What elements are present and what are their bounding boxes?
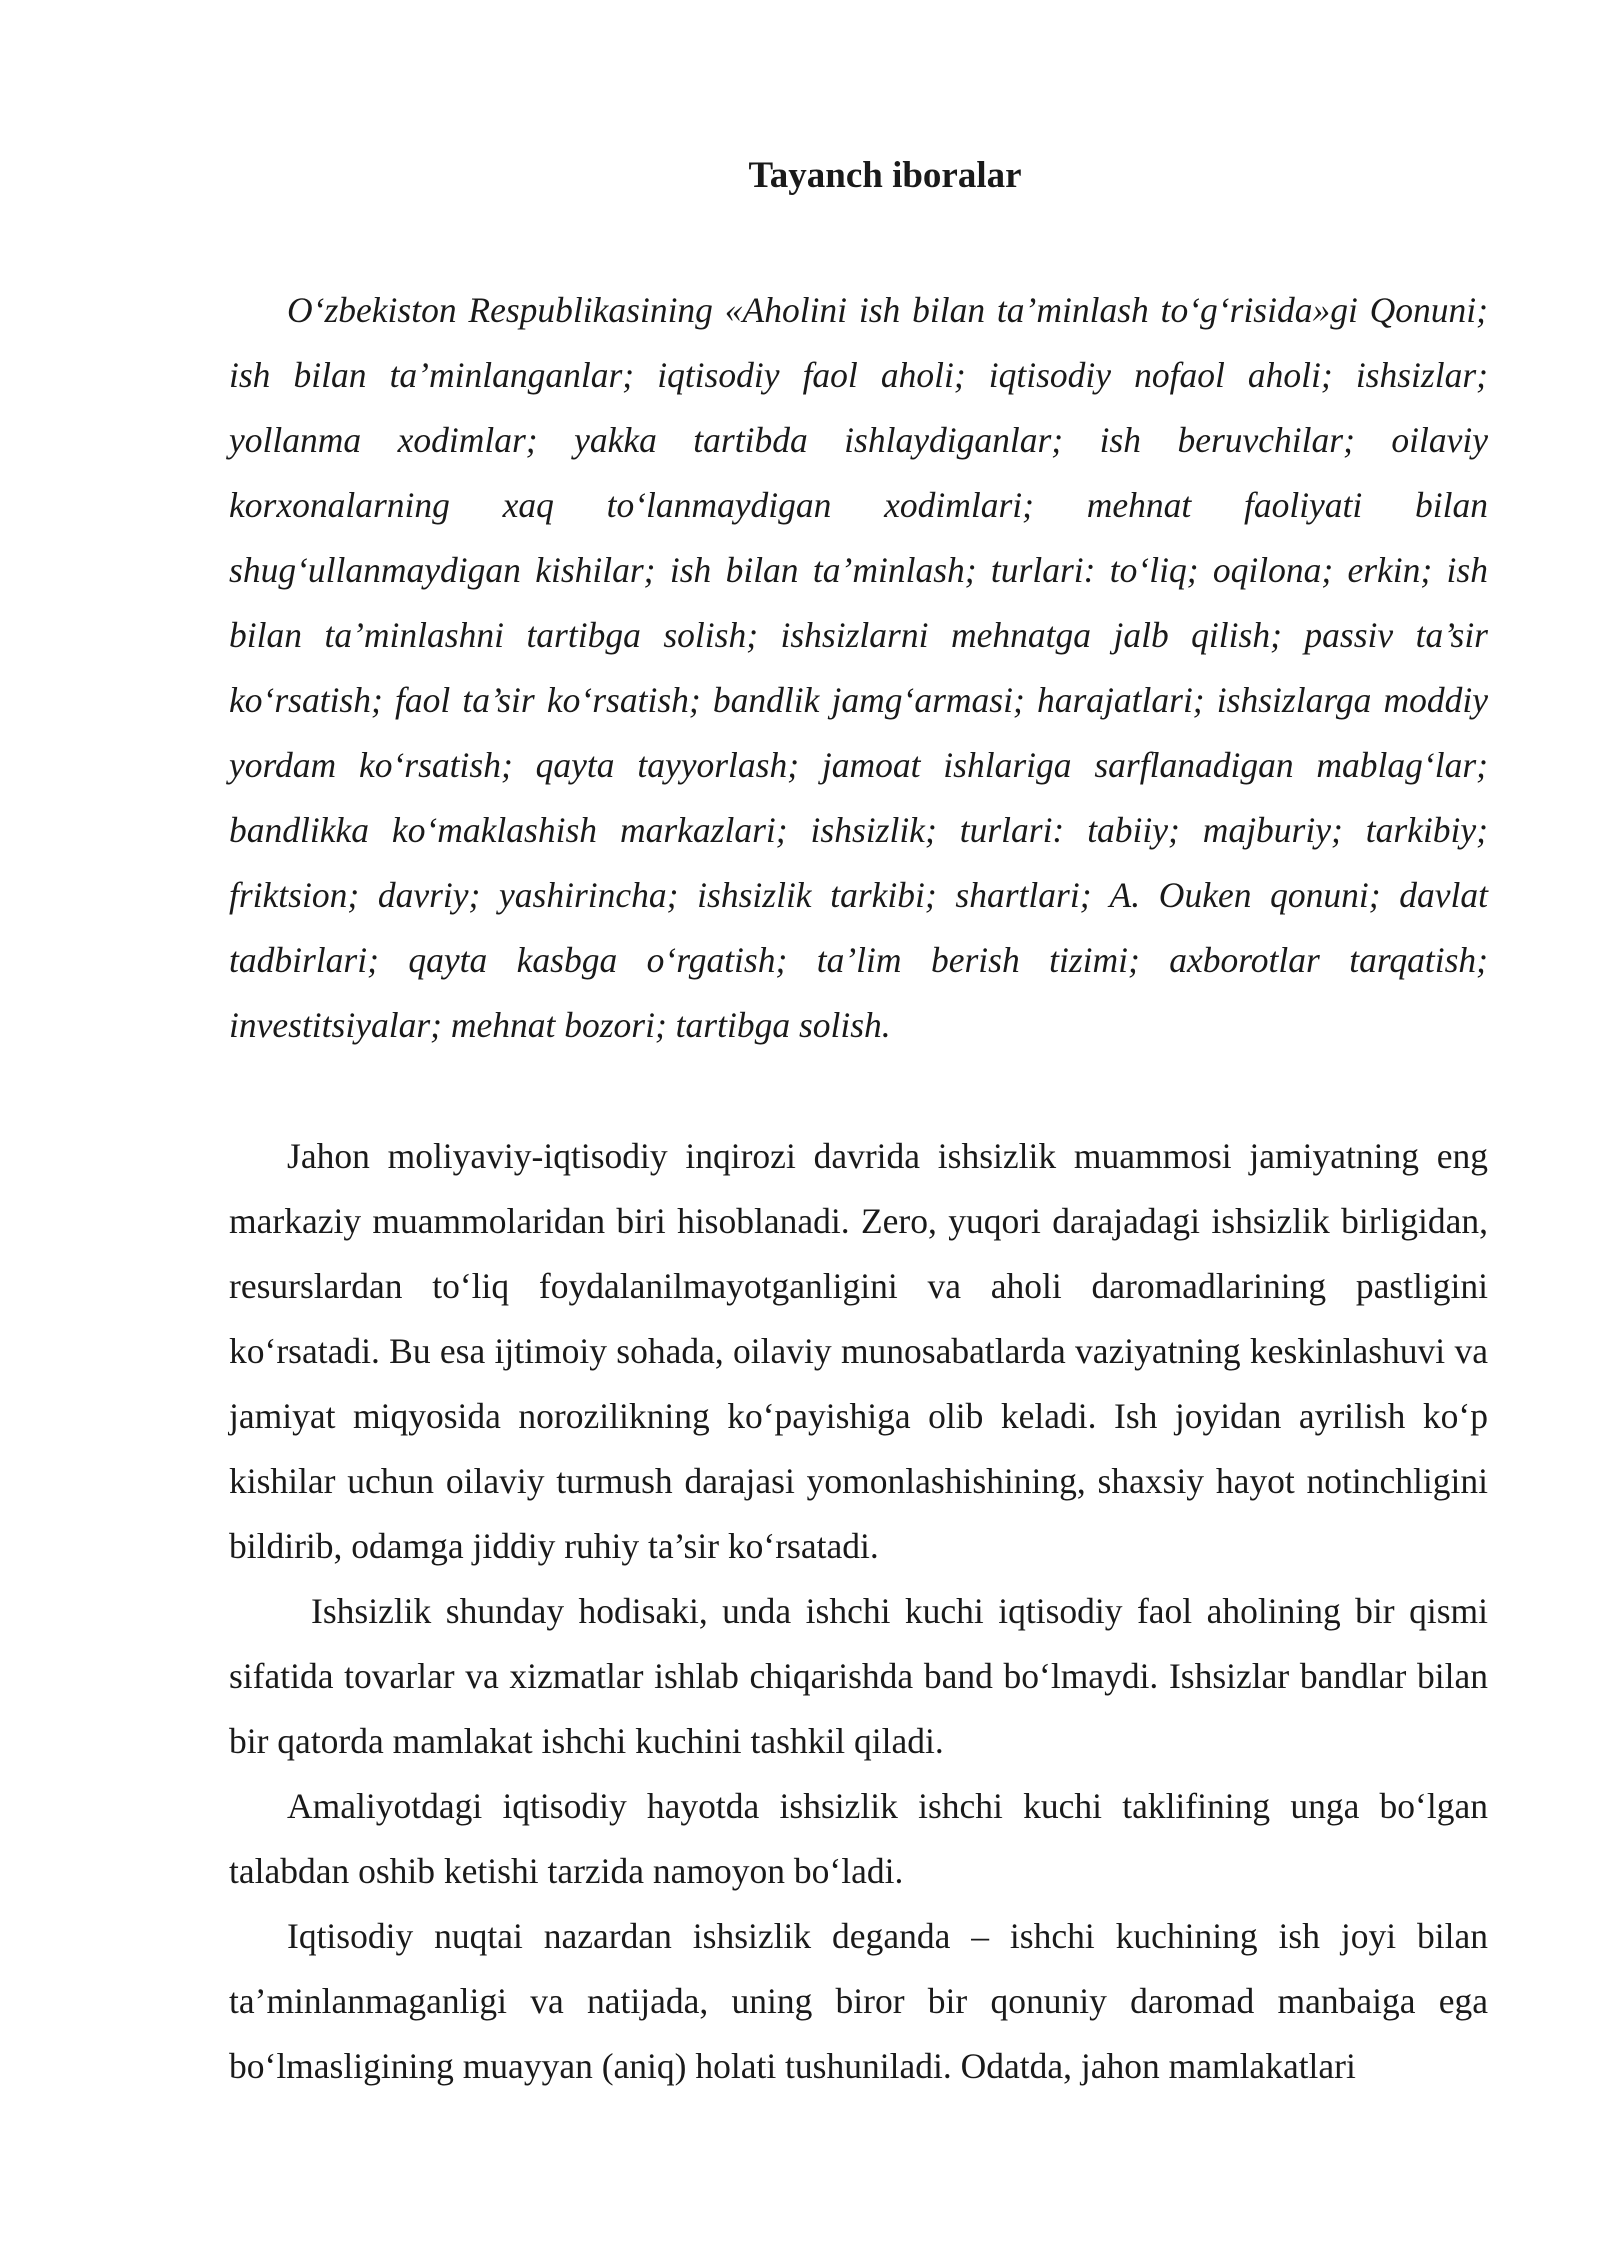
- body-paragraph-1: Jahon moliyaviy-iqtisodiy inqirozi davrida ishsizlik muammosi jamiyatning eng markaziy muammolaridan biri hisoblanadi. Zero, yuqori darajadagi ishsizlik birligidan, resurslardan to‘liq foydalanilmayotganligini va aholi daromadlarining pastligini ko‘rsatadi. Bu esa ijtimoiy sohada, oilaviy munosabatlarda vaziyatning keskinlashuvi va jamiyat miqyosida norozilikning ko‘payishiga olib keladi. Ish joyidan ayrilish ko‘p kishilar uchun oilaviy turmush darajasi yomonlashishining, shaxsiy hayot notinchligini bildirib, odamga jiddiy ruhiy ta’sir ko‘rsatadi.: [229, 1136, 1488, 1566]
- body-paragraph-4: Iqtisodiy nuqtai nazardan ishsizlik deganda – ishchi kuchining ish joyi bilan ta’minlanmaganligi va natijada, uning biror bir qonuniy daromad manbaiga ega bo‘lmasligining muayyan (aniq) holati tushuniladi. Odatda, jahon mamlakatlari: [229, 1916, 1488, 2086]
- page-title: Tayanch iboralar: [748, 155, 1022, 196]
- body-paragraph-3: Amaliyotdagi iqtisodiy hayotda ishsizlik ishchi kuchi taklifining unga bo‘lgan talabdan oshib ketishi tarzida namoyon bo‘ladi.: [229, 1786, 1488, 1891]
- keywords-section: [229, 278, 1488, 1058]
- main-text-section: [229, 1124, 1488, 2099]
- body-paragraph-2: Ishsizlik shunday hodisaki, unda ishchi kuchi iqtisodiy faol aholining bir qismi sifatida tovarlar va xizmatlar ishlab chiqarishda band bo‘lmaydi. Ishsizlar bandlar bilan bir qatorda mamlakat ishchi kuchini tashkil qiladi.: [229, 1591, 1488, 1761]
- keywords-paragraph: O‘zbekiston Respublikasining «Aholini ish bilan ta’minlash to‘g‘risida»gi Qonuni; ish bilan ta’minlanganlar; iqtisodiy faol aholi; iqtisodiy nofaol aholi; ishsizlar; yollanma xodimlar; yakka tartibda ishlaydiganlar; ish beruvchilar; oilaviy korxonalarning xaq to‘lanmaydigan xodimlari; mehnat faoliyati bilan shug‘ullanmaydigan kishilar; ish bilan ta’minlash; turlari: to‘liq; oqilona; erkin; ish bilan ta’minlashni tartibga solish; ishsizlarni mehnatga jalb qilish; passiv ta’sir ko‘rsatish; faol ta’sir ko‘rsatish; bandlik jamg‘armasi; harajatlari; ishsizlarga moddiy yordam ko‘rsatish; qayta tayyorlash; jamoat ishlariga sarflanadigan mablag‘lar; bandlikka ko‘maklashish markazlari; ishsizlik; turlari: tabiiy; majburiy; tarkibiy; friktsion; davriy; yashirincha; ishsizlik tarkibi; shartlari; A. Ouken qonuni; davlat tadbirlari; qayta kasbga o‘rgatish; ta’lim berish tizimi; axborotlar tarqatish; investitsiyalar; mehnat bozori; tartibga solish.: [229, 290, 1488, 1045]
